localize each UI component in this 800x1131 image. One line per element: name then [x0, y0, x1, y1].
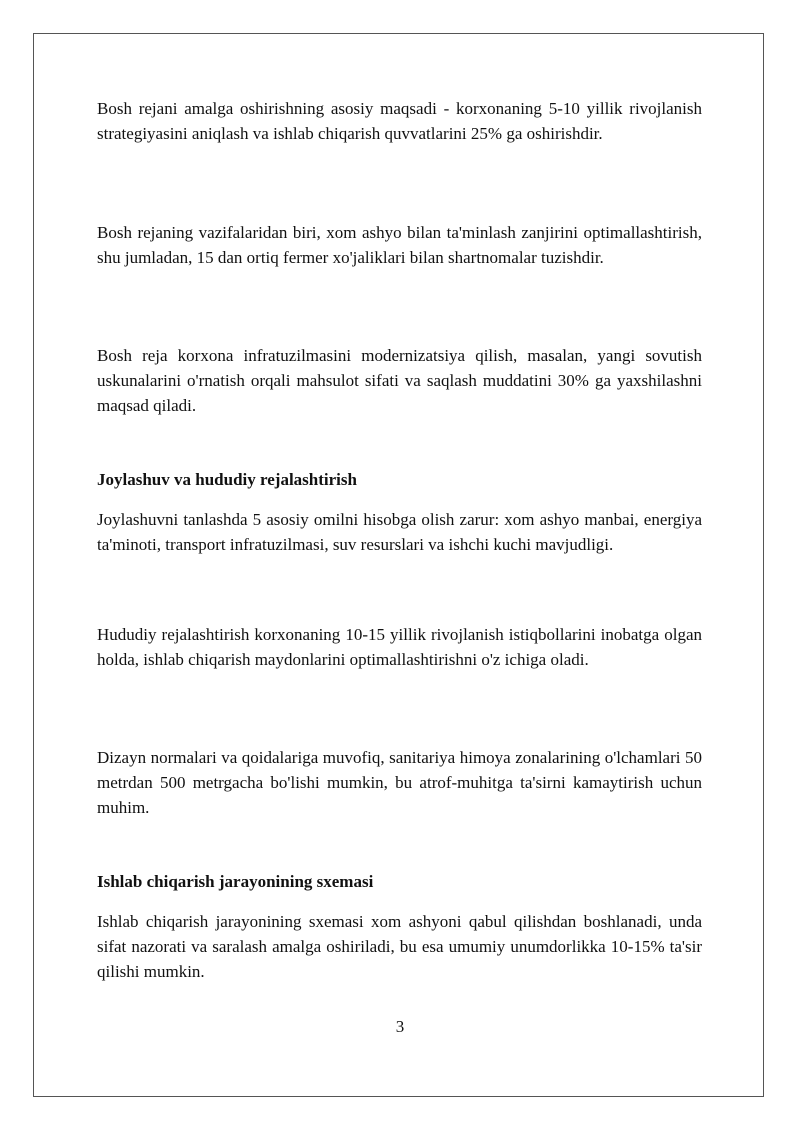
paragraph-territorial-planning: Hududiy rejalashtirish korxonaning 10-15 yillik rivojlanish istiqbollarini inobatga olgan holda, ishlab chiqarish maydonlarini optimallashtirishni o'z ichiga oladi.	[97, 625, 702, 669]
section-heading-process: Ishlab chiqarish jarayonining sxemasi	[97, 872, 374, 891]
paragraph-infrastructure: Bosh reja korxona infratuzilmasini modernizatsiya qilish, masalan, yangi sovutish uskunalarini o'rnatish orqali mahsulot sifati va saqlash muddatini 30% ga yaxshilashni maqsad qiladi.	[97, 346, 702, 415]
paragraph-sanitary-zones: Dizayn normalari va qoidalariga muvofiq, sanitariya himoya zonalarining o'lchamlari 50 metrdan 500 metrgacha bo'lishi mumkin, bu atrof-muhitga ta'sirni kamaytirish uchun muhim.	[97, 748, 702, 817]
page-number: 3	[395, 1017, 405, 1036]
paragraph-supply-chain: Bosh rejaning vazifalaridan biri, xom ashyo bilan ta'minlash zanjirini optimallashtirish, shu jumladan, 15 dan ortiq fermer xo'jaliklari bilan shartnomalar tuzishdir.	[97, 223, 702, 267]
paragraph-location-factors: Joylashuvni tanlashda 5 asosiy omilni hisobga olish zarur: xom ashyo manbai, energiya ta'minoti, transport infratuzilmasi, suv resurslari va ishchi kuchi mavjudligi.	[97, 510, 702, 554]
paragraph-process-scheme: Ishlab chiqarish jarayonining sxemasi xom ashyoni qabul qilishdan boshlanadi, unda sifat nazorati va saralash amalga oshiriladi, bu esa umumiy unumdorlikka 10-15% ta'sir qilishi mumkin.	[97, 912, 702, 981]
section-heading-location: Joylashuv va hududiy rejalashtirish	[97, 470, 357, 489]
paragraph-main-goal: Bosh rejani amalga oshirishning asosiy maqsadi - korxonaning 5-10 yillik rivojlanish strategiyasini aniqlash va ishlab chiqarish quvvatlarini 25% ga oshirishdir.	[97, 99, 702, 143]
